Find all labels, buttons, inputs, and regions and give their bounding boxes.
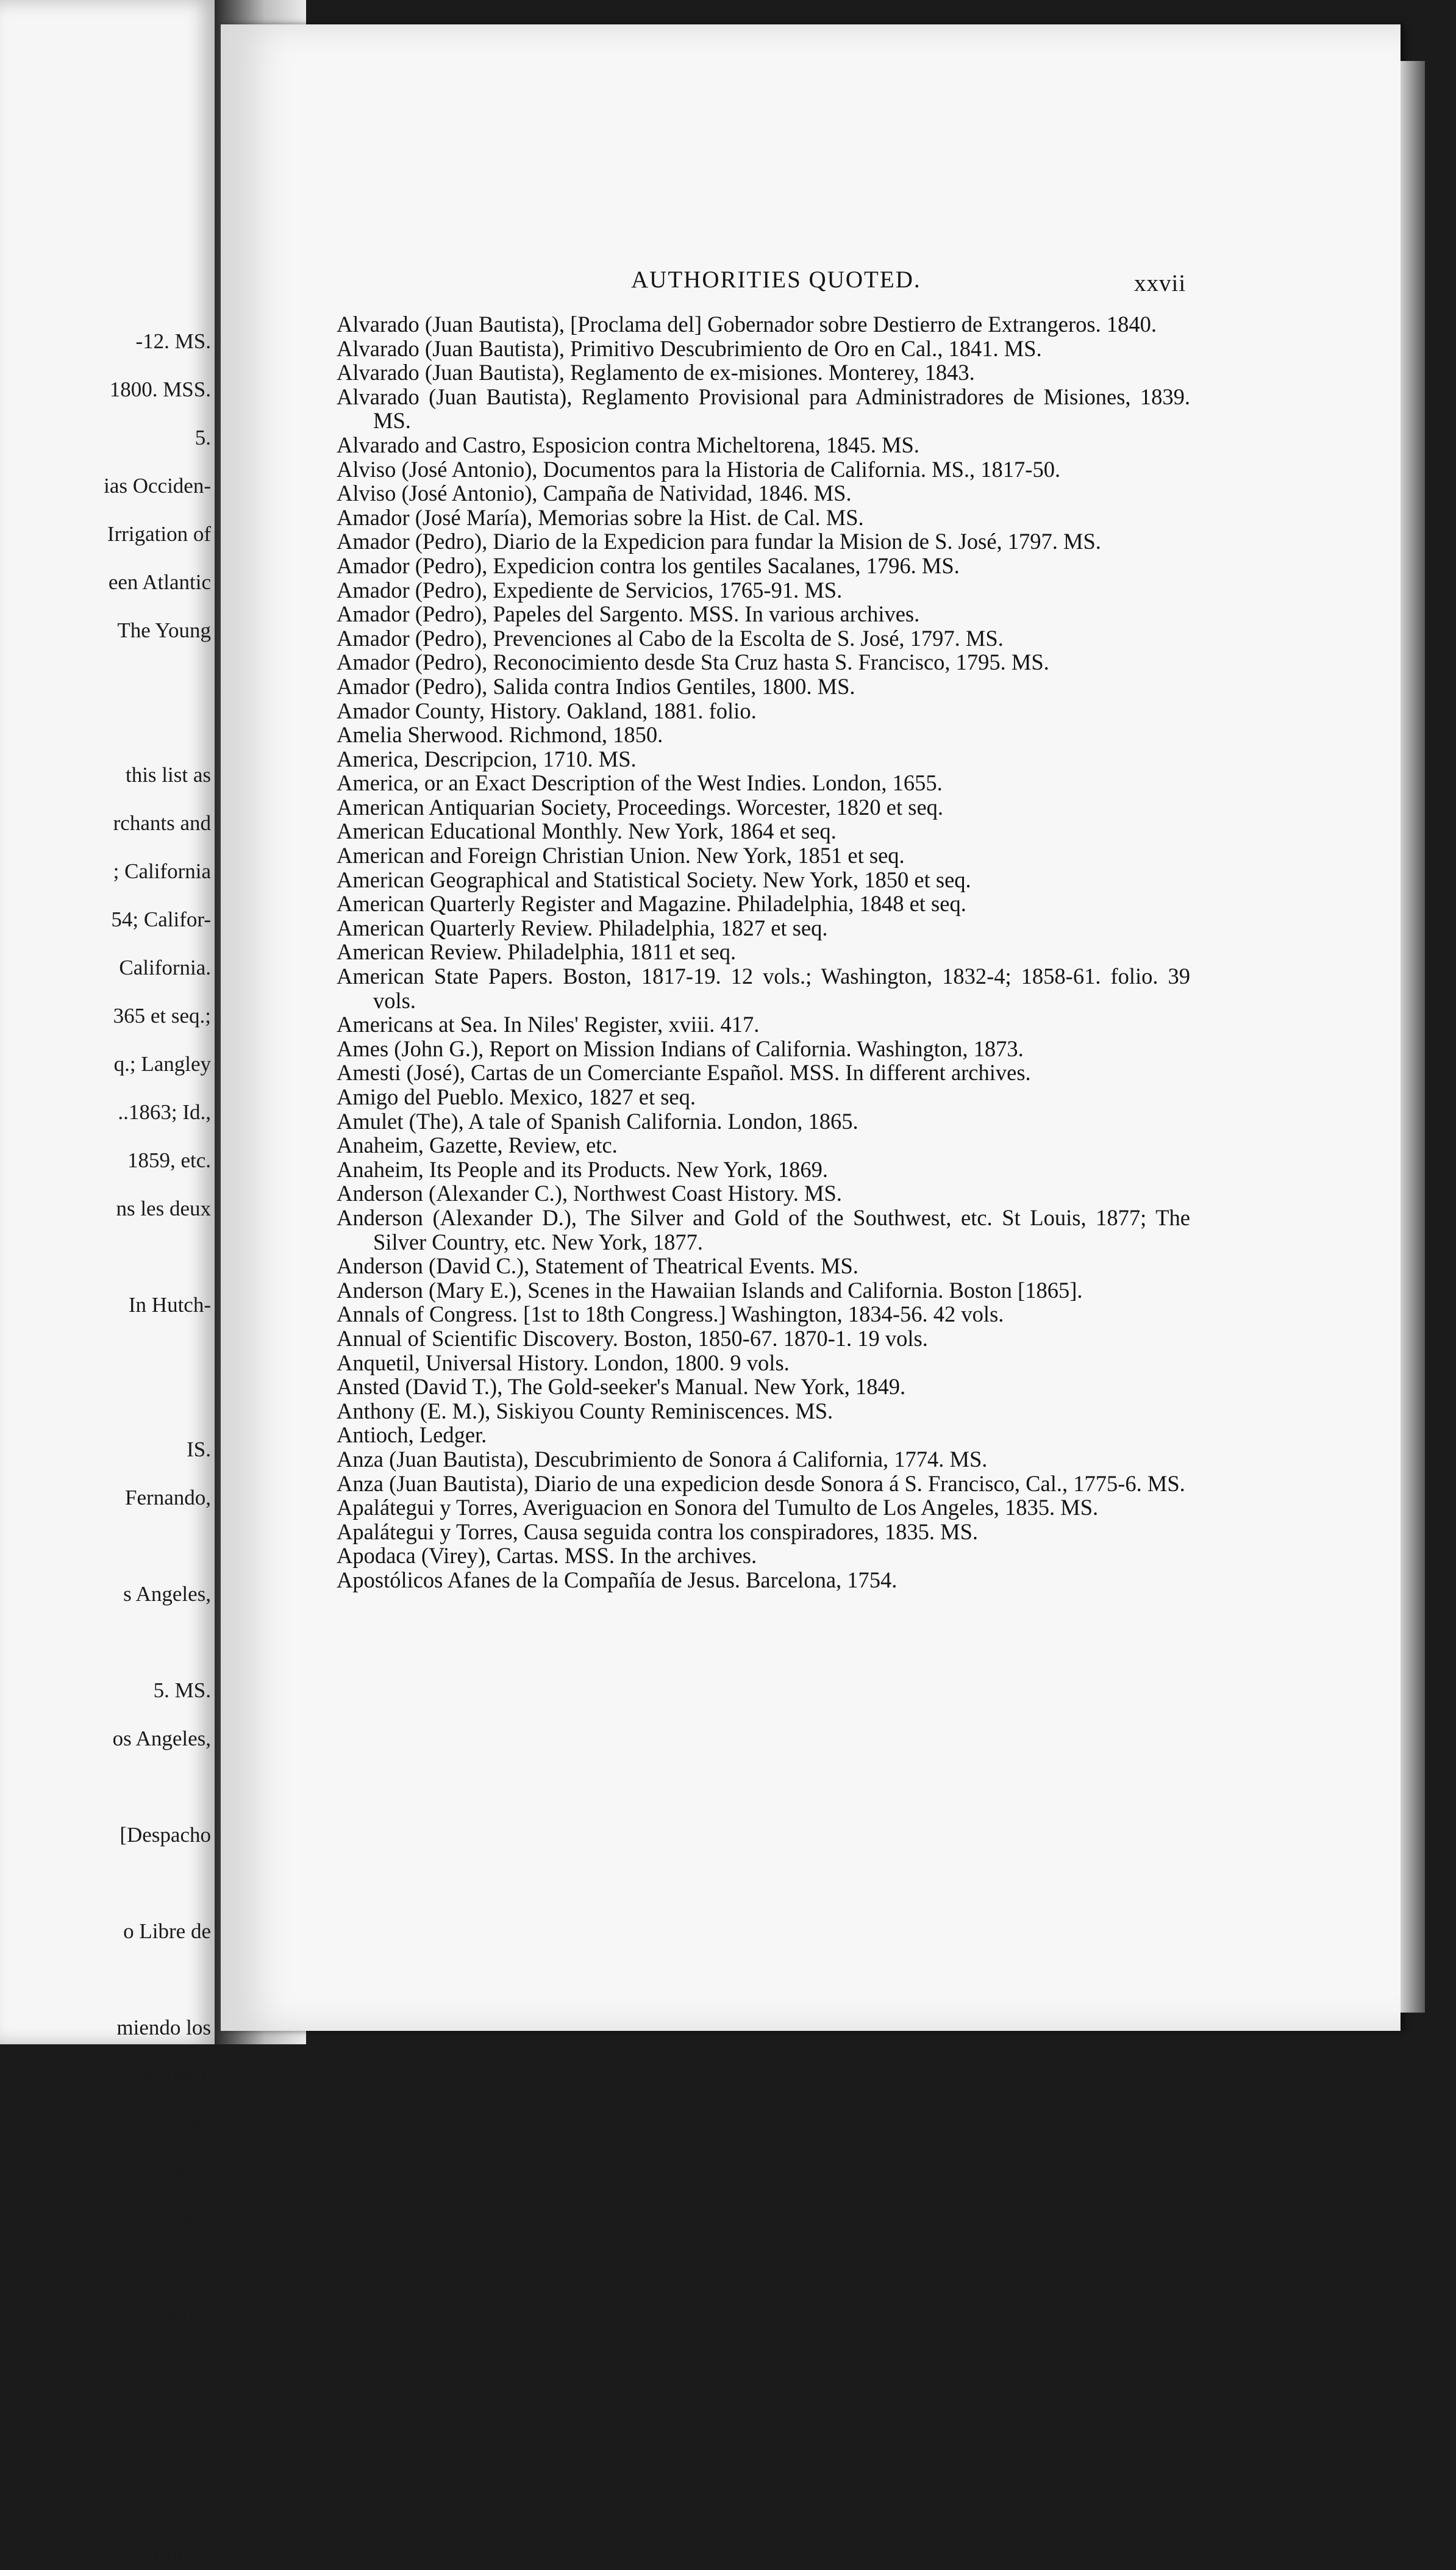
- left-page-line: 9 Julio,: [148, 2546, 211, 2569]
- bibliography-entry: Anthony (E. M.), Siskiyou County Reminiscences. MS.: [337, 1398, 833, 1423]
- bibliography-entry: American Educational Monthly. New York, 1864 et seq.: [337, 818, 837, 844]
- left-page-line: IS.: [187, 1437, 211, 1461]
- running-head: AUTHORITIES QUOTED.: [631, 267, 921, 293]
- bibliography-entries: [337, 312, 1190, 1592]
- left-page-line: MS.: [174, 2160, 211, 2184]
- left-page-line: In Hutch-: [128, 1293, 211, 1317]
- left-page-line: ias Occiden-: [104, 474, 211, 498]
- bibliography-entry: Amador (Pedro), Prevenciones al Cabo de la Escolta de S. José, 1797. MS.: [337, 625, 1004, 651]
- bibliography-entry: Annals of Congress. [1st to 18th Congress.] Washington, 1834-56. 42 vols.: [337, 1301, 1004, 1327]
- bibliography-entry: Amador (Pedro), Papeles del Sargento. MSS. In various archives.: [337, 601, 920, 627]
- bibliography-entry: Alvarado (Juan Bautista), Reglamento Provisional para Administradores de Misiones, 1839. MS.: [337, 384, 1190, 434]
- bibliography-entry: American Antiquarian Society, Proceedings. Worcester, 1820 et seq.: [337, 794, 944, 820]
- bibliography-entry: Amador (Pedro), Reconocimiento desde Sta Cruz hasta S. Francisco, 1795. MS.: [337, 650, 1049, 675]
- left-page-line: o Libre de: [123, 1919, 211, 1943]
- bibliography-entry: Amulet (The), A tale of Spanish California. London, 1865.: [337, 1108, 858, 1134]
- left-page-line: q.; Langley: [113, 1052, 211, 1076]
- bibliography-entry: Antioch, Ledger.: [337, 1422, 487, 1448]
- left-page-line: [Despacho: [120, 1823, 211, 1847]
- left-page-line: rchants and: [113, 811, 211, 835]
- left-page-line: S.: [193, 2497, 211, 2521]
- left-page-line: Fernando,: [125, 1486, 211, 1509]
- bibliography-entry: Amador (Pedro), Expediente de Servicios, 1765-91. MS.: [337, 577, 843, 603]
- left-page-line: ls.: [191, 2112, 211, 2136]
- bibliography-entry: Apostólicos Afanes de la Compañía de Jesus. Barcelona, 1754.: [337, 1567, 898, 1592]
- bibliography-entry: Alvarado (Juan Bautista), [Proclama del] Gobernador sobre Destierro de Extrangeros. 1840.: [337, 312, 1157, 337]
- left-page-line: 5.: [194, 426, 211, 449]
- bibliography-entry: Alviso (José Antonio), Campaña de Natividad, 1846. MS.: [337, 481, 852, 506]
- left-page-line: Visitador.: [129, 2208, 211, 2232]
- left-page-line: SS. Very: [137, 2401, 211, 2425]
- left-page-line: os Angeles,: [112, 1727, 211, 1750]
- left-page-line: ; California: [113, 859, 211, 883]
- bibliography-entry: Alvarado and Castro, Esposicion contra Micheltorena, 1845. MS.: [337, 432, 919, 457]
- bibliography-entry: Anquetil, Universal History. London, 1800. 9 vols.: [337, 1350, 790, 1375]
- left-facing-page: [0, 0, 215, 2569]
- left-page-line: 1859, etc.: [127, 1148, 211, 1172]
- page-edge-shadow: [1401, 61, 1425, 2013]
- left-page-line: een Atlantic: [108, 570, 211, 594]
- bibliography-entry: Anderson (Mary E.), Scenes in the Hawaiian Islands and California. Boston [1865].: [337, 1277, 1083, 1303]
- left-page-line: o, 1840.: [141, 2064, 211, 2088]
- left-page-line: The Young: [117, 618, 211, 642]
- bibliography-entry: Amador (Pedro), Expedicion contra los gentiles Sacalanes, 1796. MS.: [337, 553, 960, 578]
- bibliography-entry: American Geographical and Statistical Society. New York, 1850 et seq.: [337, 867, 971, 892]
- bibliography-entry: Apalátegui y Torres, Averiguacion en Sonora del Tumulto de Los Angeles, 1835. MS.: [337, 1495, 1099, 1520]
- bibliography-entry: Anaheim, Its People and its Products. New York, 1869.: [337, 1156, 828, 1182]
- bibliography-entry: American and Foreign Christian Union. New York, 1851 et seq.: [337, 843, 905, 868]
- left-page-line: 5. MS.: [153, 1678, 211, 1702]
- bibliography-entry: Amigo del Pueblo. Mexico, 1827 et seq.: [337, 1084, 696, 1109]
- bibliography-entry: Americans at Sea. In Niles' Register, xviii. 417.: [337, 1012, 760, 1037]
- bibliography-entry: Alvarado (Juan Bautista), Reglamento de ex-misiones. Monterey, 1843.: [337, 360, 975, 385]
- bibliography-entry: American Review. Philadelphia, 1811 et seq.: [337, 939, 737, 965]
- bibliography-entry: American Quarterly Register and Magazine. Philadelphia, 1848 et seq.: [337, 891, 966, 917]
- left-page-line: ..1863; Id.,: [118, 1100, 211, 1124]
- bibliography-entry: Amador (Pedro), Diario de la Expedicion para fundar la Mision de S. José, 1797. MS.: [337, 529, 1101, 554]
- bibliography-entry: Anza (Juan Bautista), Diario de una expedicion desde Sonora á S. Francisco, Cal., 1775-6. MS.: [337, 1470, 1185, 1496]
- bibliography-entry: American State Papers. Boston, 1817-19. 12 vols.; Washington, 1832-4; 1858-61. folio. 39 vols.: [337, 964, 1190, 1013]
- bibliography-entry: Amador (Pedro), Salida contra Indios Gentiles, 1800. MS.: [337, 673, 855, 699]
- bibliography-entry: Alviso (José Antonio), Documentos para la Historia de California. MS., 1817-50.: [337, 456, 1061, 482]
- left-page-line: 365 et seq.;: [113, 1004, 211, 1028]
- bibliography-entry: Amador County, History. Oakland, 1881. folio.: [337, 698, 757, 723]
- bibliography-entry: Apodaca (Virey), Cartas. MSS. In the archives.: [337, 1543, 757, 1569]
- bibliography-entry: Amador (José María), Memorias sobre la Hist. de Cal. MS.: [337, 504, 864, 530]
- bibliography-entry: Annual of Scientific Discovery. Boston, 1850-67. 1870-1. 19 vols.: [337, 1325, 928, 1351]
- bibliography-entry: Anderson (David C.), Statement of Theatrical Events. MS.: [337, 1253, 858, 1279]
- bibliography-entry: Anderson (Alexander D.), The Silver and Gold of the Southwest, etc. St Louis, 1877; The Silver Country, etc. New York, 1877.: [337, 1204, 1190, 1255]
- page-number: xxvii: [1134, 270, 1187, 296]
- bibliography-entry: Amelia Sherwood. Richmond, 1850.: [337, 722, 663, 748]
- bibliography-entry: Ames (John G.), Report on Mission Indians of California. Washington, 1873.: [337, 1036, 1024, 1061]
- left-page-line: Irrigation of: [107, 522, 211, 546]
- bibliography-entry: Amesti (José), Cartas de un Comerciante Español. MSS. In different archives.: [337, 1060, 1031, 1086]
- left-page-line: 54; Califor-: [111, 907, 211, 931]
- left-page-line: California.: [119, 956, 211, 979]
- bibliography-entry: America, or an Exact Description of the West Indies. London, 1655.: [337, 770, 943, 796]
- bibliography-entry: Anderson (Alexander C.), Northwest Coast History. MS.: [337, 1181, 842, 1206]
- left-page-line: miendo los: [116, 2016, 211, 2039]
- left-page-line: s Angeles,: [123, 1582, 211, 1606]
- bibliography-entry: Ansted (David T.), The Gold-seeker's Manual. New York, 1849.: [337, 1374, 906, 1400]
- bibliography-entry: Anaheim, Gazette, Review, etc.: [337, 1133, 618, 1158]
- bibliography-entry: Apalátegui y Torres, Causa seguida contra los conspiradores, 1835. MS.: [337, 1519, 979, 1544]
- left-page-line: 1800. MSS.: [109, 378, 211, 401]
- bibliography-entry: America, Descripcion, 1710. MS.: [337, 746, 637, 771]
- bibliography-entry: American Quarterly Review. Philadelphia, 1827 et seq.: [337, 915, 828, 940]
- left-page-line: ns les deux: [116, 1197, 211, 1220]
- bibliography-entry: Anza (Juan Bautista), Descubrimiento de Sonora á California, 1774. MS.: [337, 1446, 988, 1472]
- left-page-line: this list as: [125, 763, 211, 787]
- left-page-line: -12. MS.: [135, 329, 211, 353]
- left-page-line: Visitador: [132, 2305, 211, 2328]
- bibliography-entry: Alvarado (Juan Bautista), Primitivo Descubrimiento de Oro en Cal., 1841. MS.: [337, 335, 1042, 361]
